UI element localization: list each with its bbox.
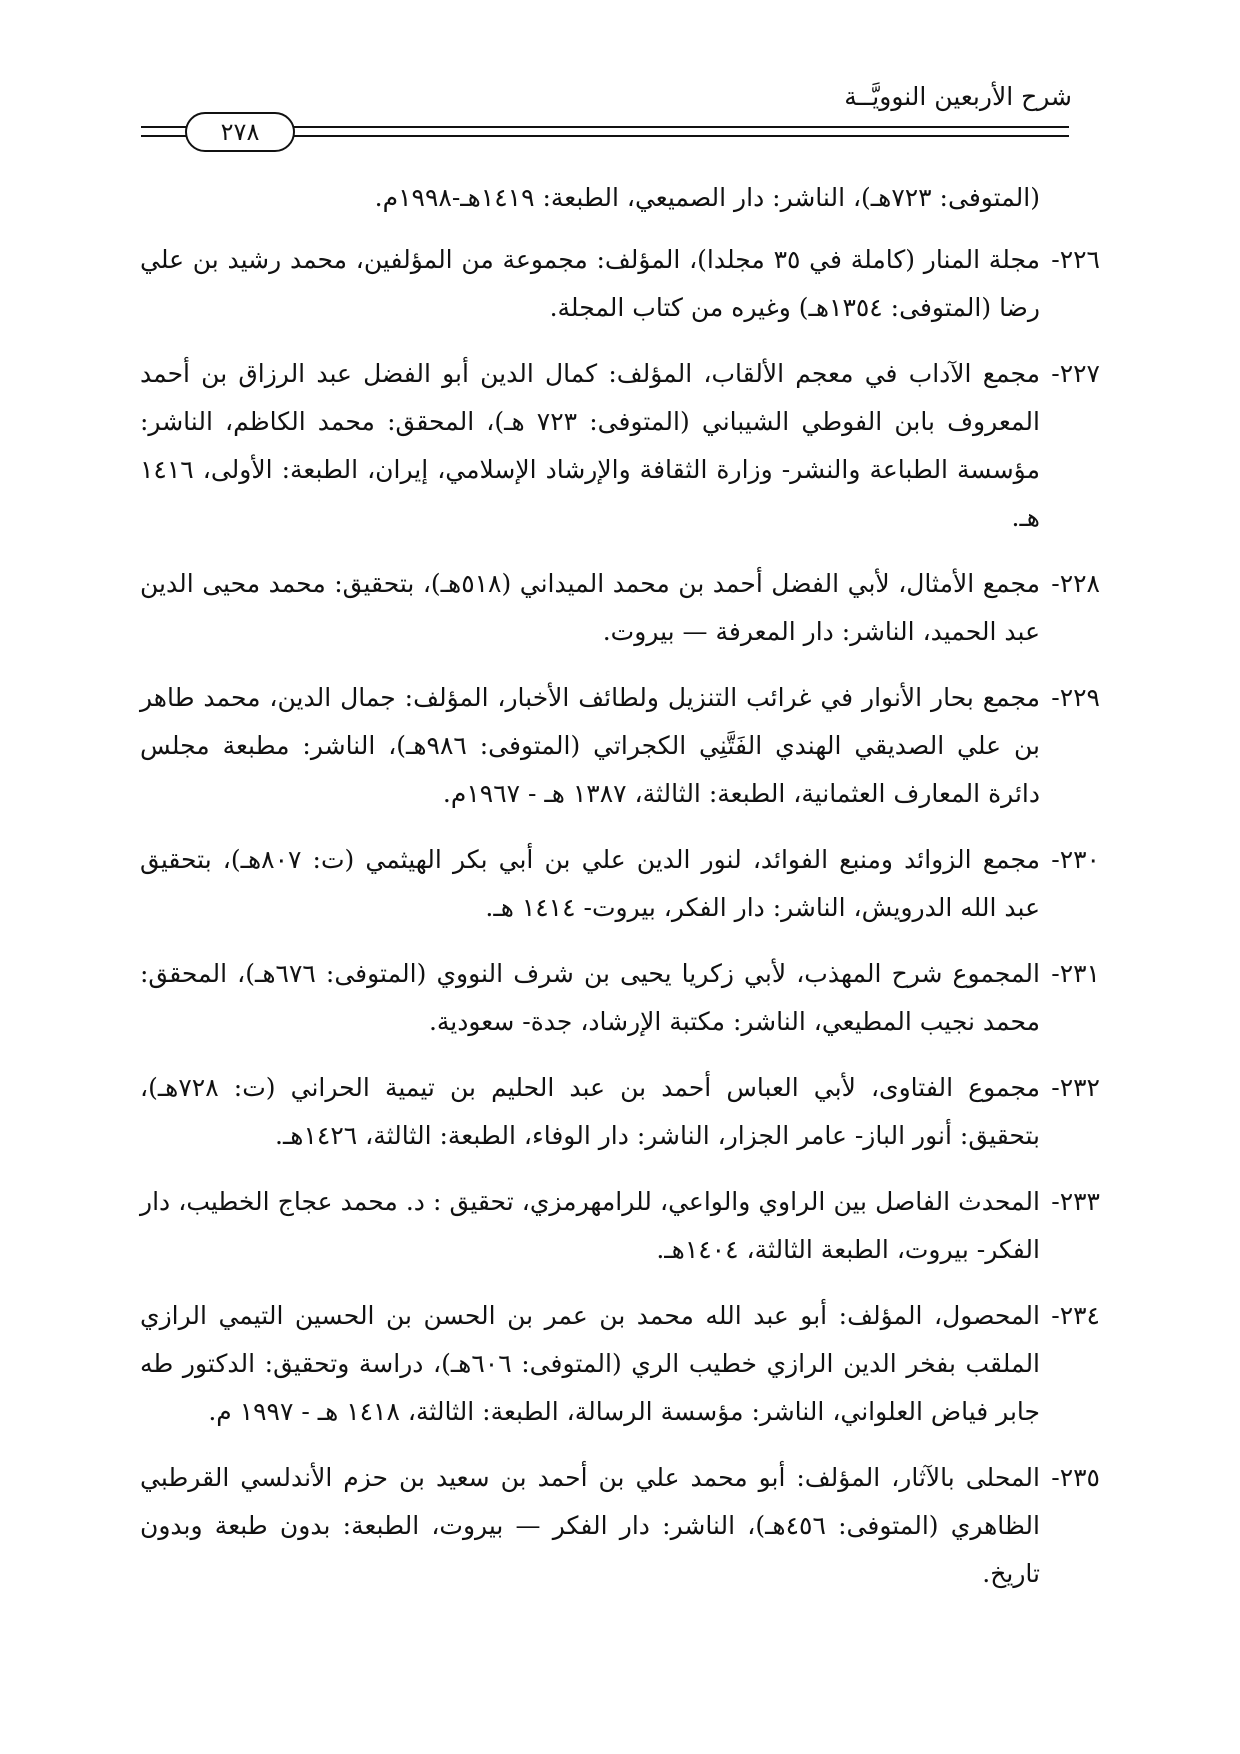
bibliography-entry: [140, 1178, 1100, 1274]
entry-number: ٢٣٠-: [1051, 845, 1100, 874]
entry-number: ٢٣١-: [1051, 959, 1100, 988]
bibliography-entry: [140, 350, 1100, 542]
bibliography-entry: [140, 1292, 1100, 1436]
bibliography-entry: [140, 836, 1100, 932]
entry-number: ٢٣٤-: [1051, 1301, 1100, 1330]
page-number: ٢٧٨: [220, 118, 260, 146]
page-number-badge: [185, 112, 295, 152]
entry-text: مجمع الأمثال، لأبي الفضل أحمد بن محمد الميداني (٥١٨هـ)، بتحقيق: محمد محيى الدين عبد الحميد، الناشر: دار المعرفة — بيروت.: [140, 569, 1040, 646]
bibliography-entry: [140, 1064, 1100, 1160]
bibliography-continuation: (المتوفى: ٧٢٣هـ)، الناشر: دار الصميعي، الطبعة: ١٤١٩هـ-١٩٩٨م.: [374, 183, 1040, 212]
entry-text: مجلة المنار (كاملة في ٣٥ مجلدا)، المؤلف: مجموعة من المؤلفين، محمد رشيد بن علي رضا (المتوفى: ١٣٥٤هـ) وغيره من كتاب المجلة.: [140, 245, 1040, 322]
entry-text: مجموع الفتاوى، لأبي العباس أحمد بن عبد الحليم بن تيمية الحراني (ت: ٧٢٨هـ)، بتحقيق: أنور الباز- عامر الجزار، الناشر: دار الوفاء، الطبعة: الثالثة، ١٤٢٦هـ.: [140, 1073, 1040, 1150]
bibliography-entry: [140, 950, 1100, 1046]
entry-number: ٢٢٩-: [1051, 683, 1100, 712]
entry-number: ٢٣٣-: [1051, 1187, 1100, 1216]
bibliography-entry: [140, 1454, 1100, 1598]
bibliography-entry: [140, 674, 1100, 818]
bibliography-list: [140, 174, 1100, 1616]
entry-text: المحدث الفاصل بين الراوي والواعي، للرامهرمزي، تحقيق : د. محمد عجاج الخطيب، دار الفكر- بيروت، الطبعة الثالثة، ١٤٠٤هـ.: [140, 1187, 1040, 1264]
bibliography-entry: [140, 236, 1100, 332]
bibliography-entry: [140, 560, 1100, 656]
entry-text: المحصول، المؤلف: أبو عبد الله محمد بن عمر بن الحسن بن الحسين التيمي الرازي الملقب بفخر الدين الرازي خطيب الري (المتوفى: ٦٠٦هـ)، دراسة وتحقيق: الدكتور طه جابر فياض العلواني، الناشر: مؤسسة الرسالة، الطبعة: الثالثة، ١٤١٨ هـ - ١٩٩٧ م.: [140, 1301, 1041, 1426]
entry-number: ٢٢٧-: [1051, 359, 1100, 388]
entry-number: ٢٢٦-: [1051, 245, 1100, 274]
entry-text: المحلى بالآثار، المؤلف: أبو محمد علي بن أحمد بن سعيد بن حزم الأندلسي القرطبي الظاهري (المتوفى: ٤٥٦هـ)، الناشر: دار الفكر — بيروت، الطبعة: بدون طبعة وبدون تاريخ.: [140, 1463, 1040, 1588]
running-title: شرح الأربعين النوويَّــة: [844, 82, 1072, 111]
entry-text: المجموع شرح المهذب، لأبي زكريا يحيى بن شرف النووي (المتوفى: ٦٧٦هـ)، المحقق: محمد نجيب المطيعي، الناشر: مكتبة الإرشاد، جدة- سعودية.: [140, 959, 1040, 1036]
entry-number: ٢٣٢-: [1051, 1073, 1100, 1102]
entry-number: ٢٣٥-: [1051, 1463, 1100, 1492]
entry-text: مجمع الزوائد ومنبع الفوائد، لنور الدين علي بن أبي بكر الهيثمي (ت: ٨٠٧هـ)، بتحقيق عبد الله الدرويش، الناشر: دار الفكر، بيروت- ١٤١٤ هـ.: [140, 845, 1040, 922]
entry-text: مجمع الآداب في معجم الألقاب، المؤلف: كمال الدين أبو الفضل عبد الرزاق بن أحمد المعروف بابن الفوطي الشيباني (المتوفى: ٧٢٣ هـ)، المحقق: محمد الكاظم، الناشر: مؤسسة الطباعة والنشر- وزارة الثقافة والإرشاد الإسلامي، إيران، الطبعة: الأولى، ١٤١٦ هـ.: [140, 359, 1040, 532]
entry-text: مجمع بحار الأنوار في غرائب التنزيل ولطائف الأخبار، المؤلف: جمال الدين، محمد طاهر بن علي الصديقي الهندي الفَتَّنِي الكجراتي (المتوفى: ٩٨٦هـ)، الناشر: مطبعة مجلس دائرة المعارف العثمانية، الطبعة: الثالثة، ١٣٨٧ هـ - ١٩٦٧م.: [140, 683, 1040, 808]
entry-number: ٢٢٨-: [1051, 569, 1100, 598]
